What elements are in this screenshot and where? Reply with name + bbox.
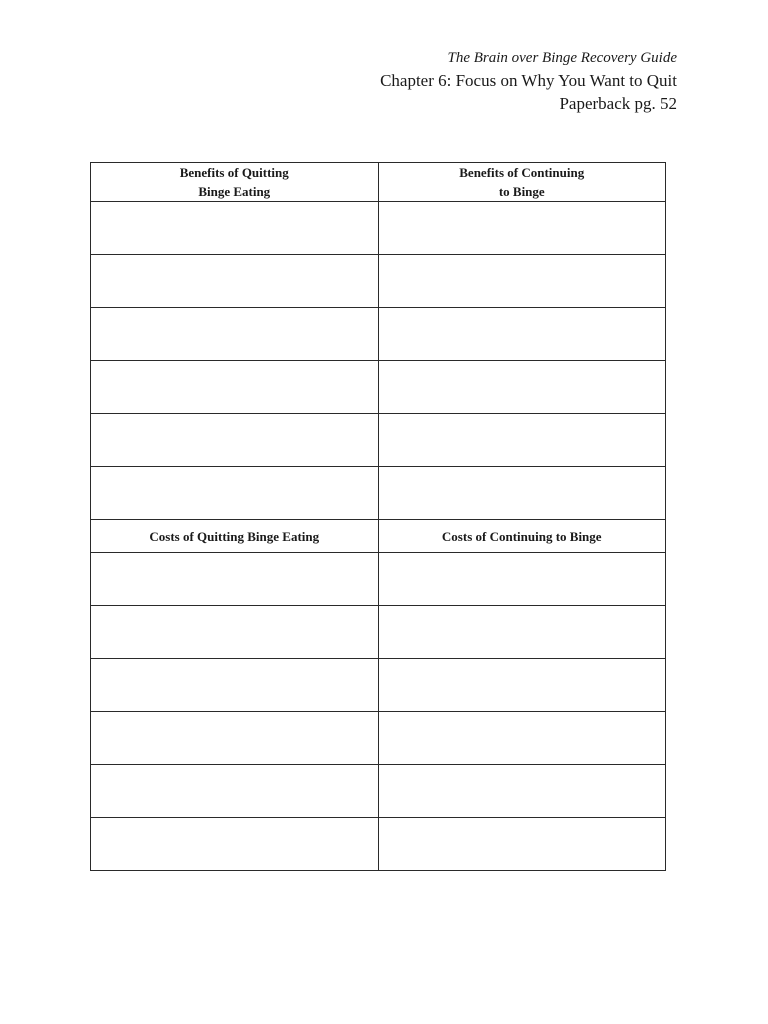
benefits-of-continuing-heading xyxy=(378,163,666,202)
costs-of-quitting-heading: Costs of Quitting Binge Eating xyxy=(91,520,379,553)
benefits-of-quitting-heading xyxy=(91,163,379,202)
costs-entry-right-cell[interactable] xyxy=(378,553,666,606)
benefits-entry-row xyxy=(91,414,666,467)
heading-line: Binge Eating xyxy=(198,184,271,199)
costs-entry-right-cell[interactable] xyxy=(378,765,666,818)
heading-line: Benefits of Quitting xyxy=(179,165,289,180)
costs-entry-row xyxy=(91,659,666,712)
costs-entry-row xyxy=(91,553,666,606)
costs-entry-right-cell[interactable] xyxy=(378,659,666,712)
benefits-header-row xyxy=(91,163,666,202)
benefits-entry-right-cell[interactable] xyxy=(378,414,666,467)
costs-section xyxy=(91,520,666,871)
document-header xyxy=(380,47,677,115)
benefits-costs-worksheet xyxy=(90,162,666,871)
heading-line: to Binge xyxy=(498,184,545,199)
costs-entry-row xyxy=(91,765,666,818)
costs-entry-left-cell[interactable] xyxy=(91,659,379,712)
costs-entry-right-cell[interactable] xyxy=(378,606,666,659)
costs-entry-left-cell[interactable] xyxy=(91,818,379,871)
costs-entry-left-cell[interactable] xyxy=(91,553,379,606)
benefits-section xyxy=(91,163,666,520)
benefits-entry-left-cell[interactable] xyxy=(91,255,379,308)
benefits-entry-row xyxy=(91,202,666,255)
benefits-entry-right-cell[interactable] xyxy=(378,255,666,308)
benefits-entry-right-cell[interactable] xyxy=(378,308,666,361)
benefits-entry-row xyxy=(91,361,666,414)
book-title: The Brain over Binge Recovery Guide xyxy=(447,50,677,66)
costs-entry-right-cell[interactable] xyxy=(378,712,666,765)
benefits-entry-left-cell[interactable] xyxy=(91,202,379,255)
benefits-entry-left-cell[interactable] xyxy=(91,308,379,361)
costs-entry-right-cell[interactable] xyxy=(378,818,666,871)
benefits-entry-right-cell[interactable] xyxy=(378,202,666,255)
costs-of-continuing-heading: Costs of Continuing to Binge xyxy=(378,520,666,553)
heading-line: Benefits of Continuing xyxy=(459,165,585,180)
costs-entry-left-cell[interactable] xyxy=(91,765,379,818)
page-reference: Paperback pg. 52 xyxy=(559,94,677,113)
benefits-entry-right-cell[interactable] xyxy=(378,361,666,414)
benefits-entry-left-cell[interactable] xyxy=(91,467,379,520)
benefits-entry-right-cell[interactable] xyxy=(378,467,666,520)
costs-header-row xyxy=(91,520,666,553)
benefits-entry-left-cell[interactable] xyxy=(91,361,379,414)
chapter-title: Chapter 6: Focus on Why You Want to Quit xyxy=(380,71,677,90)
costs-entry-row xyxy=(91,818,666,871)
benefits-entry-left-cell[interactable] xyxy=(91,414,379,467)
benefits-entry-row xyxy=(91,308,666,361)
costs-entry-row xyxy=(91,606,666,659)
costs-entry-left-cell[interactable] xyxy=(91,712,379,765)
benefits-entry-row xyxy=(91,255,666,308)
costs-entry-left-cell[interactable] xyxy=(91,606,379,659)
costs-entry-row xyxy=(91,712,666,765)
benefits-entry-row xyxy=(91,467,666,520)
